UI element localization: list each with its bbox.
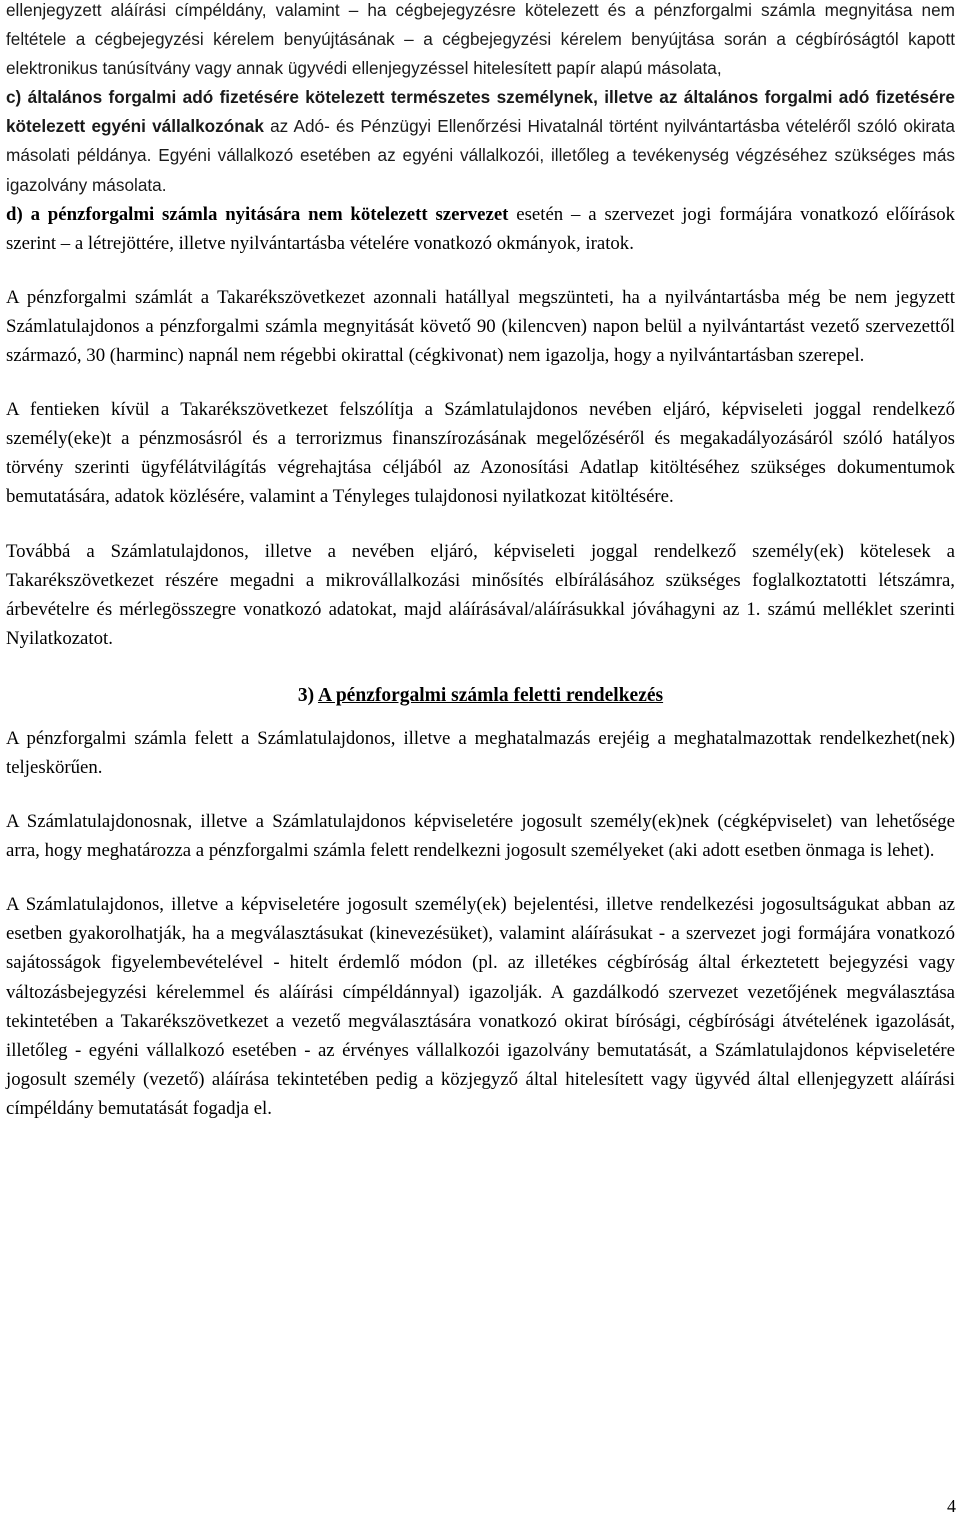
list-item-d-text: esetén – a szervezet jogi formájára vonatkozó előírások szerint – a létrejöttére, illetve nyilvántartásba vételére vonatkozó okmányok, iratok.	[6, 203, 955, 254]
list-marker-d: d)	[6, 203, 23, 225]
spacer	[6, 512, 955, 537]
paragraph-account-disposal: A pénzforgalmi számla felett a Számlatulajdonos, illetve a meghatalmazás erejéig a meghatalmazottak rendelkezhet(nek) teljeskörűen.	[6, 727, 955, 778]
list-item-c-bold: általános forgalmi adó fizetésére kötelezett természetes személynek, illetve az általános forgalmi adó fizetésére kötelezett egyéni vállalkozónak	[6, 87, 955, 137]
list-item-d-bold: a pénzforgalmi számla nyitására nem kötelezett szervezet	[30, 203, 509, 225]
section-number: 3)	[297, 684, 315, 706]
spacer	[6, 370, 955, 395]
paragraph-account-termination: A pénzforgalmi számlát a Takarékszövetkezet azonnali hatállyal megszünteti, ha a nyilvántartásba még be nem jegyzett Számlatulajdonos a pénzforgalmi számla megnyitását követő 90 (kilencven) napon belül a nyilvántartást vezető szervezettől származó, 30 (harminc) napnál nem régebbi okirattal (cégkivonat) nem igazolja, hogy a nyilvántartásban szerepel.	[6, 286, 955, 367]
paragraph-customer-due-diligence: A fentieken kívül a Takarékszövetkezet felszólítja a Számlatulajdonos nevében eljáró, képviseleti joggal rendelkező személy(eke)t a pénzmosásról és a terrorizmus finanszírozásának megelőzéséről és megakadályozásáról szóló hatályos törvény szerinti ügyfélátvilágítás végrehajtása céljából az Azonosítási Adatlap kitöltéséhez szükséges dokumentumok bemutatására, adatok közlésére, valamint a Tényleges tulajdonosi nyilatkozat kitöltésére.	[6, 399, 955, 508]
list-marker-c: c)	[6, 87, 22, 108]
spacer	[6, 258, 955, 283]
list-item-c-text: az Adó- és Pénzügyi Ellenőrzési Hivatalnál történt nyilvántartásba vételéről szóló okirata másolati példánya. Egyéni vállalkozó esetében az egyéni vállalkozói, illetőleg a tevékenység végzéséhez szükséges más igazolvány másolata.	[6, 116, 955, 195]
list-item-c	[6, 83, 955, 199]
paragraph-authorized-persons: A Számlatulajdonosnak, illetve a Számlatulajdonos képviseletére jogosult személy(ek)nek (cégképviselet) van lehetősége arra, hogy meghatározza a pénzforgalmi számla felett rendelkezni jogosult személyeket (aki adott esetben önmaga is lehet).	[6, 811, 955, 862]
spacer	[6, 653, 955, 681]
document-page	[6, 0, 955, 1123]
paragraph-notification-rights: A Számlatulajdonos, illetve a képviseletére jogosult személy(ek) bejelentési, illetve rendelkezési jogosultságukat abban az esetben gyakorolhatják, ha a megválasztásukat (kinevezésüket), valamint aláírásukat - a szervezet jogi formájára vonatkozó sajátosságok figyelembevételével - hitelt érdemlő módon (pl. az illetékes cégbíróság által érkeztetett bejegyzési vagy változásbejegyzési kérelemmel és aláírási címpéldánnyal) igazolják. A gazdálkodó szervezet vezetőjének megválasztása tekintetében a Takarékszövetkezet a vezető megválasztására vonatkozó okirat bírósági, cégbírósági átvételének igazolását, illetőleg - egyéni vállalkozó esetében - az érvényes vállalkozói igazolvány bemutatását, a Számlatulajdonos képviseletére jogosult személy (vezető) aláírása tekintetében pedig a közjegyző által hitelesített vagy ügyvéd által ellenjegyzett aláírási címpéldány bemutatását fogadja el.	[6, 894, 955, 1119]
paragraph-micro-enterprise: Továbbá a Számlatulajdonos, illetve a nevében eljáró, képviseleti joggal rendelkező személy(ek) kötelesek a Takarékszövetkezet részére megadni a mikrovállalkozási minősítés elbírálásához szükséges foglalkoztatotti létszámra, árbevételre és mérlegösszegre vonatkozó adatokat, majd aláírásával/aláírásukkal jóváhagyni az 1. számú melléklet szerinti Nyilatkozatot.	[6, 540, 955, 649]
spacer	[6, 782, 955, 807]
list-item-d	[6, 200, 955, 258]
section-heading	[6, 681, 955, 710]
spacer	[6, 865, 955, 890]
intro-paragraph: ellenjegyzett aláírási címpéldány, valamint – ha cégbejegyzésre kötelezett és a pénzforgalmi számla megnyitása nem feltétele a cégbejegyzési kérelem benyújtásának – a cégbejegyzési kérelem benyújtása során a cégbíróságtól kapott elektronikus tanúsítvány vagy annak ügyvédi ellenjegyzéssel hitelesített papír alapú másolata,	[6, 0, 955, 79]
spacer	[6, 710, 955, 724]
section-title: A pénzforgalmi számla feletti rendelkezés	[317, 684, 664, 706]
page-number: 4	[947, 1496, 956, 1516]
